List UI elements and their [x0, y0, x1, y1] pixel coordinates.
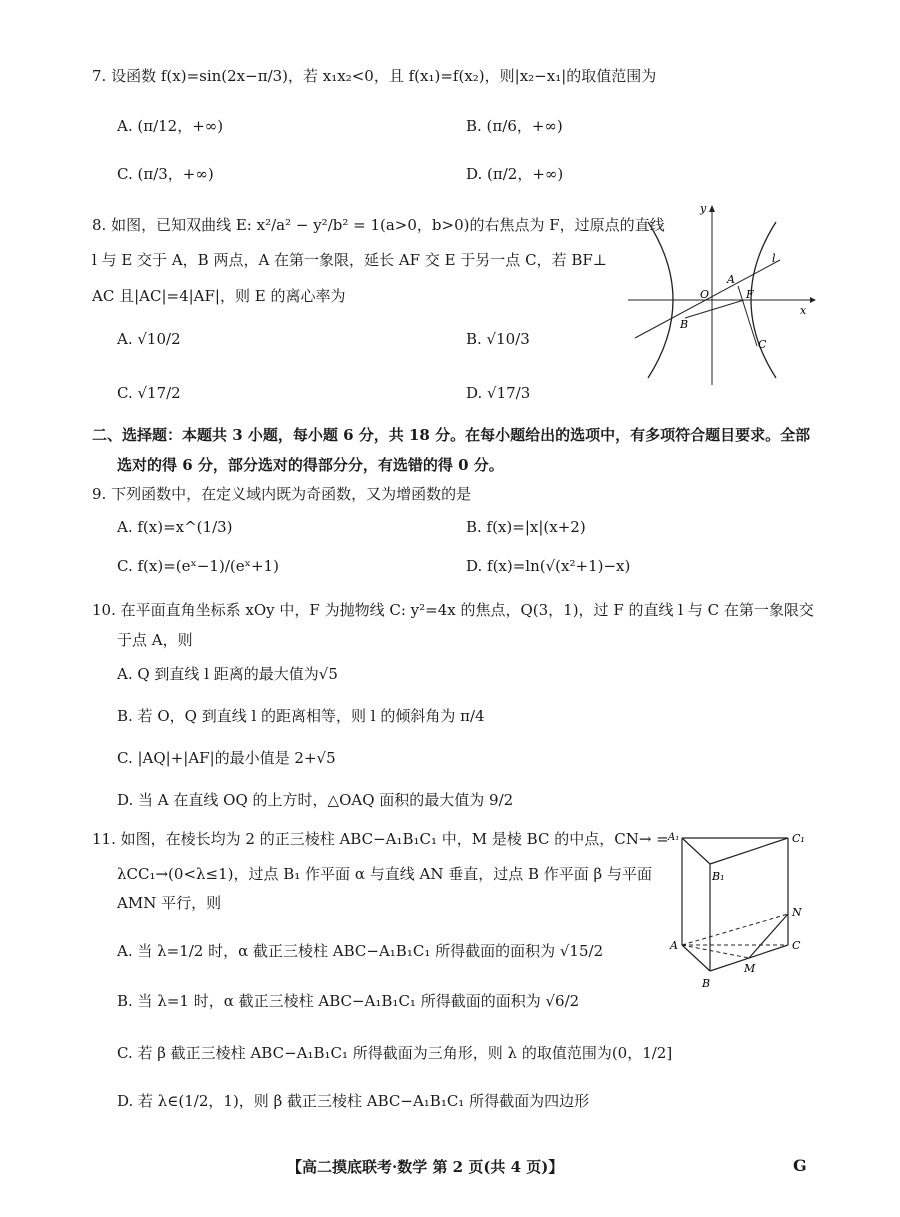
q7-stem: 7. 设函数 f(x)=sin(2x−π/3)，若 x₁x₂<0，且 f(x₁)=f(x₂)，则|x₂−x₁|的取值范围为: [92, 67, 657, 85]
label-b: B: [702, 977, 711, 990]
label-a: A: [670, 939, 678, 952]
q11-option-a: A. 当 λ=1/2 时，α 截正三棱柱 ABC−A₁B₁C₁ 所得截面的面积为 √15/2: [117, 942, 604, 960]
q10-option-a: A. Q 到直线 l 距离的最大值为√5: [117, 665, 338, 683]
section2-line-2: 选对的得 6 分，部分选对的得部分分，有选错的得 0 分。: [117, 456, 504, 474]
q10-option-d: D. 当 A 在直线 OQ 的上方时，△OAQ 面积的最大值为 9/2: [117, 791, 514, 809]
label-a1: A₁: [668, 832, 680, 843]
label-f: F: [746, 288, 754, 301]
q11-stem-line-1: 11. 如图，在棱长均为 2 的正三棱柱 ABC−A₁B₁C₁ 中，M 是棱 BC 的中点，CN→ =: [92, 830, 669, 848]
q7-option-b: B. (π/6，+∞): [466, 117, 563, 135]
q9-option-a: A. f(x)=x^(1/3): [117, 518, 233, 536]
q9-option-b: B. f(x)=|x|(x+2): [466, 518, 586, 536]
q11-stem-line-3: AMN 平行，则: [117, 894, 222, 912]
q8-stem-line-2: l 与 E 交于 A，B 两点，A 在第一象限，延长 AF 交 E 于另一点 C，若 BF⊥: [92, 251, 607, 269]
q8-option-d: D. √17/3: [466, 384, 531, 402]
q9-option-d: D. f(x)=ln(√(x²+1)−x): [466, 557, 631, 575]
q9-option-c: C. f(x)=(eˣ−1)/(eˣ+1): [117, 557, 279, 575]
q10-stem-line-2: 于点 A，则: [117, 631, 193, 649]
label-m: M: [744, 962, 756, 975]
q8-stem-line-3: AC 且|AC|=4|AF|，则 E 的离心率为: [92, 287, 346, 305]
q10-option-b: B. 若 O，Q 到直线 l 的距离相等，则 l 的倾斜角为 π/4: [117, 707, 485, 725]
q10-stem-line-1: 10. 在平面直角坐标系 xOy 中，F 为抛物线 C: y²=4x 的焦点，Q(3，1)，过 F 的直线 l 与 C 在第一象限交: [92, 601, 814, 619]
label-c: C: [792, 939, 801, 952]
q8-option-a: A. √10/2: [117, 330, 181, 348]
page-footer: 【高二摸底联考·数学 第 2 页(共 4 页)】: [287, 1158, 564, 1176]
label-o: O: [700, 288, 710, 301]
label-y: y: [700, 202, 707, 215]
label-a: A: [727, 273, 735, 286]
label-x: x: [800, 304, 807, 317]
q8-option-b: B. √10/3: [466, 330, 530, 348]
label-c1: C₁: [792, 832, 805, 845]
q11-option-d: D. 若 λ∈(1/2，1)，则 β 截正三棱柱 ABC−A₁B₁C₁ 所得截面为四边形: [117, 1092, 590, 1110]
paper-version-mark: G: [793, 1156, 807, 1175]
section2-line-1: 二、选择题：本题共 3 小题，每小题 6 分，共 18 分。在每小题给出的选项中，有多项符合题目要求。全部: [92, 426, 811, 444]
label-n: N: [792, 906, 802, 919]
q7-option-d: D. (π/2，+∞): [466, 165, 564, 183]
q11-stem-line-2: λCC₁→(0<λ≤1)，过点 B₁ 作平面 α 与直线 AN 垂直，过点 B 作平面 β 与平面: [117, 865, 652, 883]
label-b1: B₁: [712, 870, 725, 883]
q7-option-c: C. (π/3，+∞): [117, 165, 214, 183]
label-l: l: [772, 252, 776, 265]
q8-option-c: C. √17/2: [117, 384, 181, 402]
hyperbola-figure: [620, 200, 820, 390]
q11-option-c: C. 若 β 截正三棱柱 ABC−A₁B₁C₁ 所得截面为三角形，则 λ 的取值范围为(0，1/2]: [117, 1044, 673, 1062]
q11-option-b: B. 当 λ=1 时，α 截正三棱柱 ABC−A₁B₁C₁ 所得截面的面积为 √6/2: [117, 992, 580, 1010]
label-c: C: [758, 338, 767, 351]
q9-stem: 9. 下列函数中，在定义域内既为奇函数，又为增函数的是: [92, 485, 472, 503]
q10-option-c: C. |AQ|+|AF|的最小值是 2+√5: [117, 749, 336, 767]
label-b: B: [680, 318, 689, 331]
q7-option-a: A. (π/12，+∞): [117, 117, 224, 135]
q8-stem-line-1: 8. 如图，已知双曲线 E: x²/a² − y²/b² = 1(a>0，b>0)的右焦点为 F，过原点的直线: [92, 216, 665, 234]
prism-figure: [664, 826, 814, 996]
